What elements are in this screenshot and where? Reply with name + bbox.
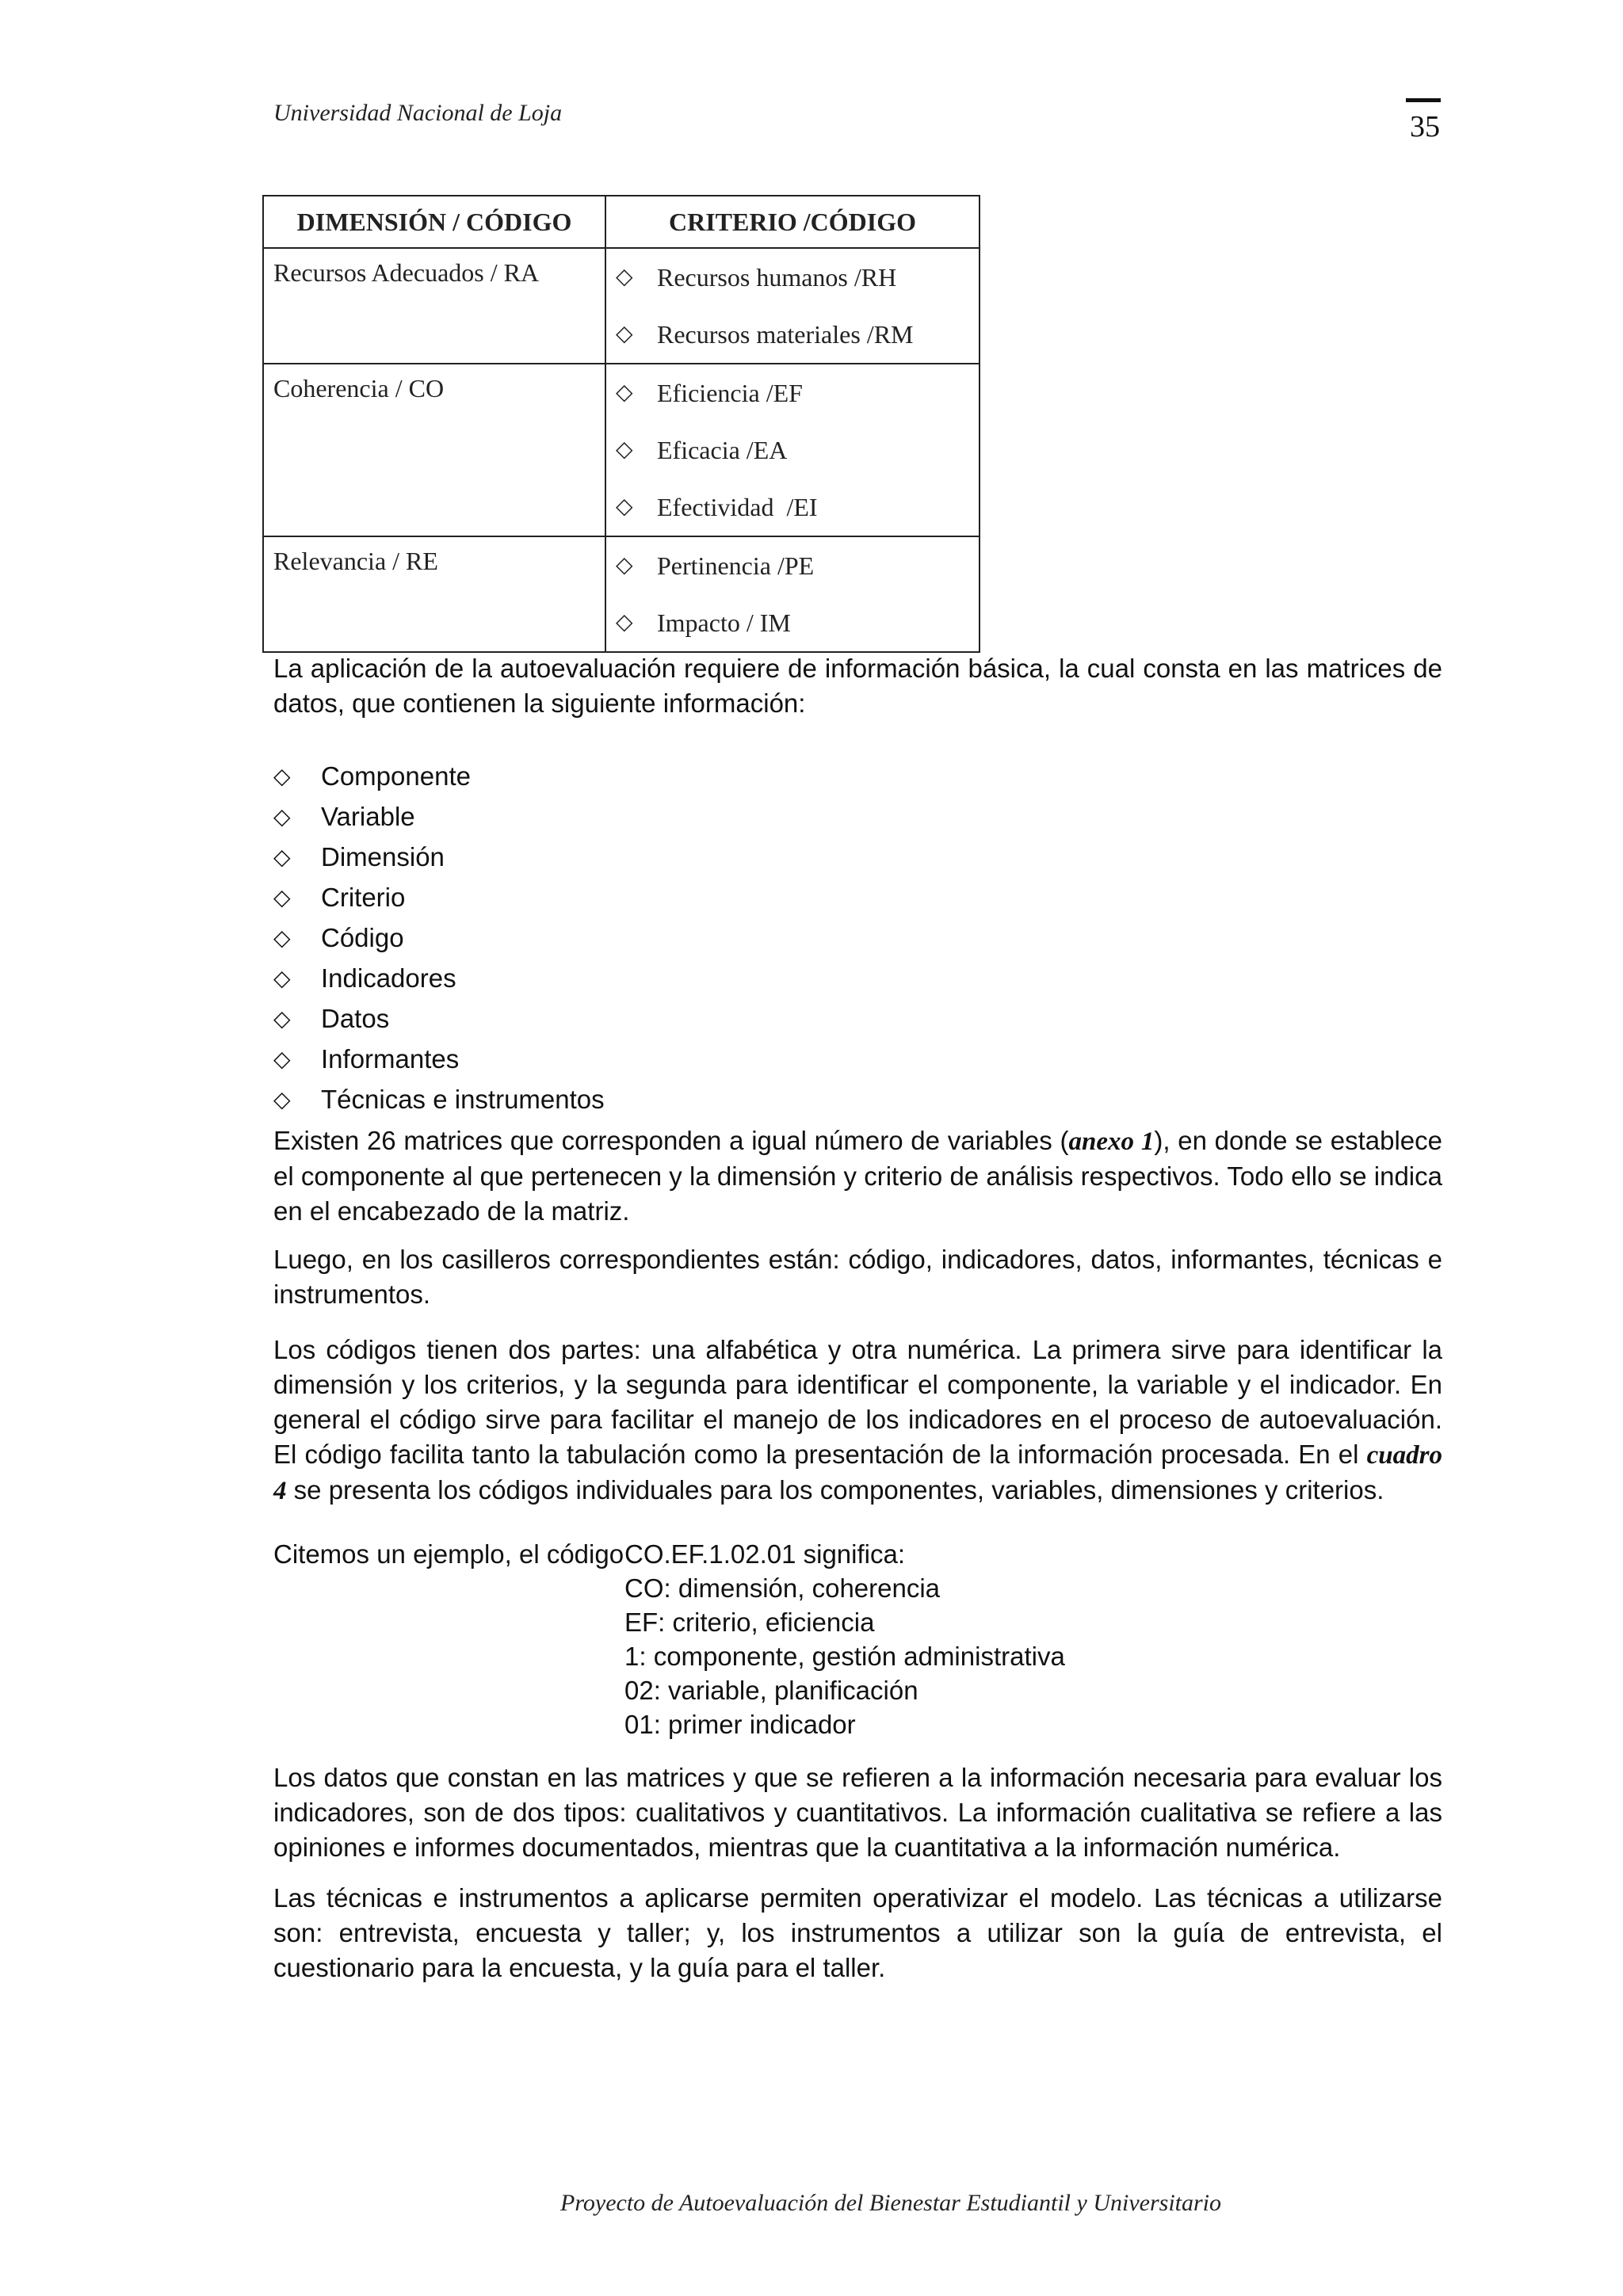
list-item-label: Técnicas e instrumentos <box>321 1084 605 1114</box>
dimension-cell: Coherencia / CO <box>263 364 605 536</box>
list-item-label: Dimensión <box>321 841 445 871</box>
criterion-item <box>606 364 979 421</box>
paragraph-text: Los códigos tienen dos partes: una alfabética y otra numérica. La primera sirve para identificar la dimensión y los criterios, y la segunda para identificar el componente, la variable y el indicador. En general el código sirve para facilitar el manejo de los indicadores en el proceso de autoevaluación. El código facilita tanto la tabulación como la presentación de la información procesada. En el <box>273 1335 1442 1469</box>
list-item <box>273 917 605 958</box>
list-item <box>273 958 605 998</box>
table-row <box>263 364 980 536</box>
criteria-cell <box>605 364 980 536</box>
criterion-label: Pertinencia /PE <box>657 551 815 580</box>
annex-reference: anexo 1 <box>1068 1127 1155 1156</box>
paragraph-text: se presenta los códigos individuales para los componentes, variables, dimensiones y criterios. <box>286 1475 1384 1505</box>
list-item-label: Criterio <box>321 882 406 912</box>
intro-paragraph: La aplicación de la autoevaluación requiere de información básica, la cual consta en las matrices de datos, que contienen la siguiente información: <box>273 654 1442 718</box>
table-row <box>263 248 980 364</box>
criteria-cell <box>605 248 980 364</box>
list-item-label: Indicadores <box>321 963 456 993</box>
diamond-bullet-icon: ◇ <box>273 925 291 950</box>
criterion-item <box>606 479 979 536</box>
example-line: 02: variable, planificación <box>624 1676 918 1705</box>
example-code-breakdown <box>624 1537 1065 1741</box>
example-lead: Citemos un ejemplo, el código <box>273 1539 624 1569</box>
cells-paragraph: Luego, en los casilleros correspondientes están: código, indicadores, datos, informantes, técnicas e instrumentos. <box>273 1245 1442 1309</box>
criterion-label: Eficacia /EA <box>657 435 788 464</box>
criterion-item <box>606 421 979 479</box>
paragraph-text: Existen 26 matrices que corresponden a igual número de variables ( <box>273 1126 1069 1155</box>
list-item <box>273 1079 605 1119</box>
diamond-bullet-icon: ◇ <box>616 610 633 635</box>
example-line: EF: criterio, eficiencia <box>624 1608 875 1637</box>
page-number: 35 <box>1410 110 1440 143</box>
paragraph-text: ), en donde se establece el componente al que pertenecen y la dimensión y criterio de análisis respectivos. Todo ello se indica en el encabezado de la matriz. <box>273 1126 1442 1226</box>
list-item <box>273 796 605 837</box>
list-item <box>273 756 605 796</box>
diamond-bullet-icon: ◇ <box>616 494 633 519</box>
list-item-label: Componente <box>321 761 471 791</box>
techniques-paragraph: Las técnicas e instrumentos a aplicarse permiten operativizar el modelo. Las técnicas a utilizarse son: entrevista, encuesta y taller; y, los instrumentos a utilizar son la guía de entrevista, el cuestionario para la encuesta, y la guía para el taller. <box>273 1883 1442 1982</box>
diamond-bullet-icon: ◇ <box>616 380 633 405</box>
list-item <box>273 837 605 877</box>
list-item-label: Informantes <box>321 1043 460 1074</box>
list-item-label: Datos <box>321 1003 390 1033</box>
list-item-label: Variable <box>321 801 415 831</box>
diamond-bullet-icon: ◇ <box>616 322 633 346</box>
example-line: 1: componente, gestión administrativa <box>624 1642 1065 1671</box>
table-header-criteria: CRITERIO /CÓDIGO <box>605 196 980 248</box>
diamond-bullet-icon: ◇ <box>273 1006 291 1031</box>
criterion-item <box>606 249 979 306</box>
example-line: 01: primer indicador <box>624 1710 856 1739</box>
list-item-label: Código <box>321 922 404 952</box>
diamond-bullet-icon: ◇ <box>273 804 291 829</box>
example-line: CO: dimensión, coherencia <box>624 1573 941 1603</box>
diamond-bullet-icon: ◇ <box>616 265 633 289</box>
page-header-title: Universidad Nacional de Loja <box>273 100 563 126</box>
page-number-bar <box>1406 98 1441 102</box>
matrices-paragraph <box>273 1123 1442 1229</box>
criterion-label: Recursos humanos /RH <box>657 262 897 292</box>
list-item <box>273 1039 605 1079</box>
codes-paragraph <box>273 1333 1442 1508</box>
dimension-cell: Relevancia / RE <box>263 536 605 652</box>
diamond-bullet-icon: ◇ <box>273 966 291 990</box>
criteria-cell <box>605 536 980 652</box>
diamond-bullet-icon: ◇ <box>273 1087 291 1112</box>
diamond-bullet-icon: ◇ <box>273 1047 291 1071</box>
dimension-cell: Recursos Adecuados / RA <box>263 248 605 364</box>
dimension-criteria-table <box>262 195 980 653</box>
criterion-item <box>606 306 979 363</box>
list-item <box>273 877 605 917</box>
criterion-item <box>606 594 979 651</box>
list-item <box>273 998 605 1039</box>
table-row <box>263 536 980 652</box>
diamond-bullet-icon: ◇ <box>616 437 633 462</box>
table-header-dimension: DIMENSIÓN / CÓDIGO <box>263 196 605 248</box>
data-types-paragraph: Los datos que constan en las matrices y que se refieren a la información necesaria para evaluar los indicadores, son de dos tipos: cualitativos y cuantitativos. La información cualitativa se refiere a las opiniones e informes documentados, mientras que la cuantitativa a la información numérica. <box>273 1763 1442 1862</box>
table-header-row <box>263 196 980 248</box>
criterion-label: Efectividad /EI <box>657 492 818 521</box>
table-reference: cuadro 4 <box>273 1441 1442 1505</box>
diamond-bullet-icon: ◇ <box>273 845 291 869</box>
criterion-label: Recursos materiales /RM <box>657 319 914 349</box>
page-footer: Proyecto de Autoevaluación del Bienestar Estudiantil y Universitario <box>560 2190 1221 2216</box>
example-line: CO.EF.1.02.01 significa: <box>624 1539 906 1569</box>
criterion-item <box>606 537 979 594</box>
diamond-bullet-icon: ◇ <box>616 553 633 578</box>
criterion-label: Eficiencia /EF <box>657 378 803 407</box>
criterion-label: Impacto / IM <box>657 608 791 637</box>
information-list <box>273 756 605 1119</box>
diamond-bullet-icon: ◇ <box>273 885 291 910</box>
diamond-bullet-icon: ◇ <box>273 764 291 788</box>
